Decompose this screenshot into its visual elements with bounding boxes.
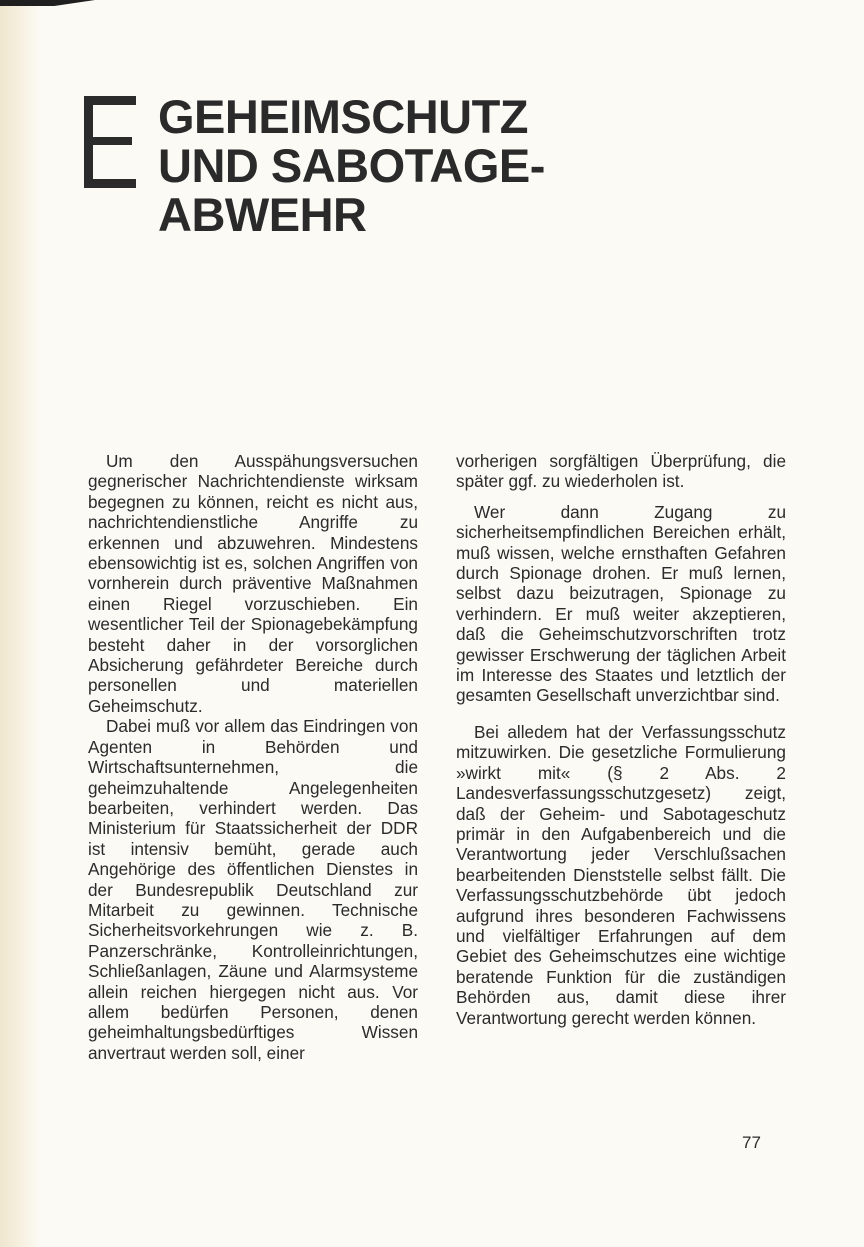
title-line-1: GEHEIMSCHUTZ [158,90,528,143]
title-line-2: UND SABOTAGE- [158,139,545,192]
paragraph: Dabei muß vor allem das Eindringen von Agenten in Behörden und Wirtschaftsunternehmen, die geheimzuhaltende Angelegenheiten bearbeiten, verhindert werden. Das Ministerium für Staatssicherheit der DDR ist intensiv bemüht, gerade auch Angehörige des öffentlichen Dienstes in der Bundesrepublik Deutschland zur Mitarbeit zu gewinnen. Technische Sicherheitsvorkehrungen wie z. B. Panzerschränke, Kontrolleinrichtungen, Schließanlagen, Zäune und Alarmsysteme allein reichen hiergegen nicht aus. Vor allem bedürfen Personen, denen geheimhaltungsbedürftiges Wissen anvertraut werden soll, einer [88,716,418,1063]
chapter-title [158,92,545,239]
page-number: 77 [742,1133,761,1152]
paragraph: Um den Ausspähungsversuchen gegnerischer Nachrichtendienste wirksam begegnen zu können, reicht es nicht aus, nachrichtendienstliche Angriffe zu erkennen und abzuwehren. Mindestens ebensowichtig ist es, solchen Angriffen von vornherein durch präventive Maßnahmen einen Riegel vorzuschieben. Ein wesentlicher Teil der Spionagebekämpfung besteht daher in der vorsorglichen Absicherung gefährdeter Bereiche durch personellen und materiellen Geheimschutz. [88,451,418,716]
title-line-3: ABWEHR [158,188,367,241]
paragraph-continued: vorherigen sorgfältigen Überprüfung, die später ggf. zu wiederholen ist. [456,451,786,492]
book-spine-shadow [0,0,40,1247]
paragraph: Bei alledem hat der Verfassungsschutz mitzuwirken. Die gesetzliche Formulierung »wirkt mit« (§ 2 Abs. 2 Landesverfassungsschutzgesetz) zeigt, daß der Geheim- und Sabotageschutz primär in den Aufgabenbereich und die Verantwortung jeder Verschlußsachen bearbeitenden Dienststelle selbst fällt. Die Verfassungsschutzbehörde übt jedoch aufgrund ihres besonderen Fachwissens und vielfältiger Erfahrungen auf dem Gebiet des Geheimschutzes eine wichtige beratende Funktion für die zuständigen Behörden aus, damit diese ihrer Verantwortung gerecht werden können. [456,721,786,1028]
paragraph: Wer dann Zugang zu sicherheitsempfindlichen Bereichen erhält, muß wissen, welche ernsthaften Gefahren durch Spionage drohen. Er muß lernen, selbst dazu beizutragen, Spionage zu verhindern. Er muß weiter akzeptieren, daß die Geheimschutzvorschriften trotz gewisser Erschwerung der täglichen Arbeit im Interesse des Staates und letztlich der gesamten Gesellschaft unverzichtbar sind. [456,501,786,706]
page-corner-mark [0,0,95,14]
left-text-column [88,451,418,1063]
chapter-letter-e [84,96,136,188]
right-text-column [456,451,786,1028]
